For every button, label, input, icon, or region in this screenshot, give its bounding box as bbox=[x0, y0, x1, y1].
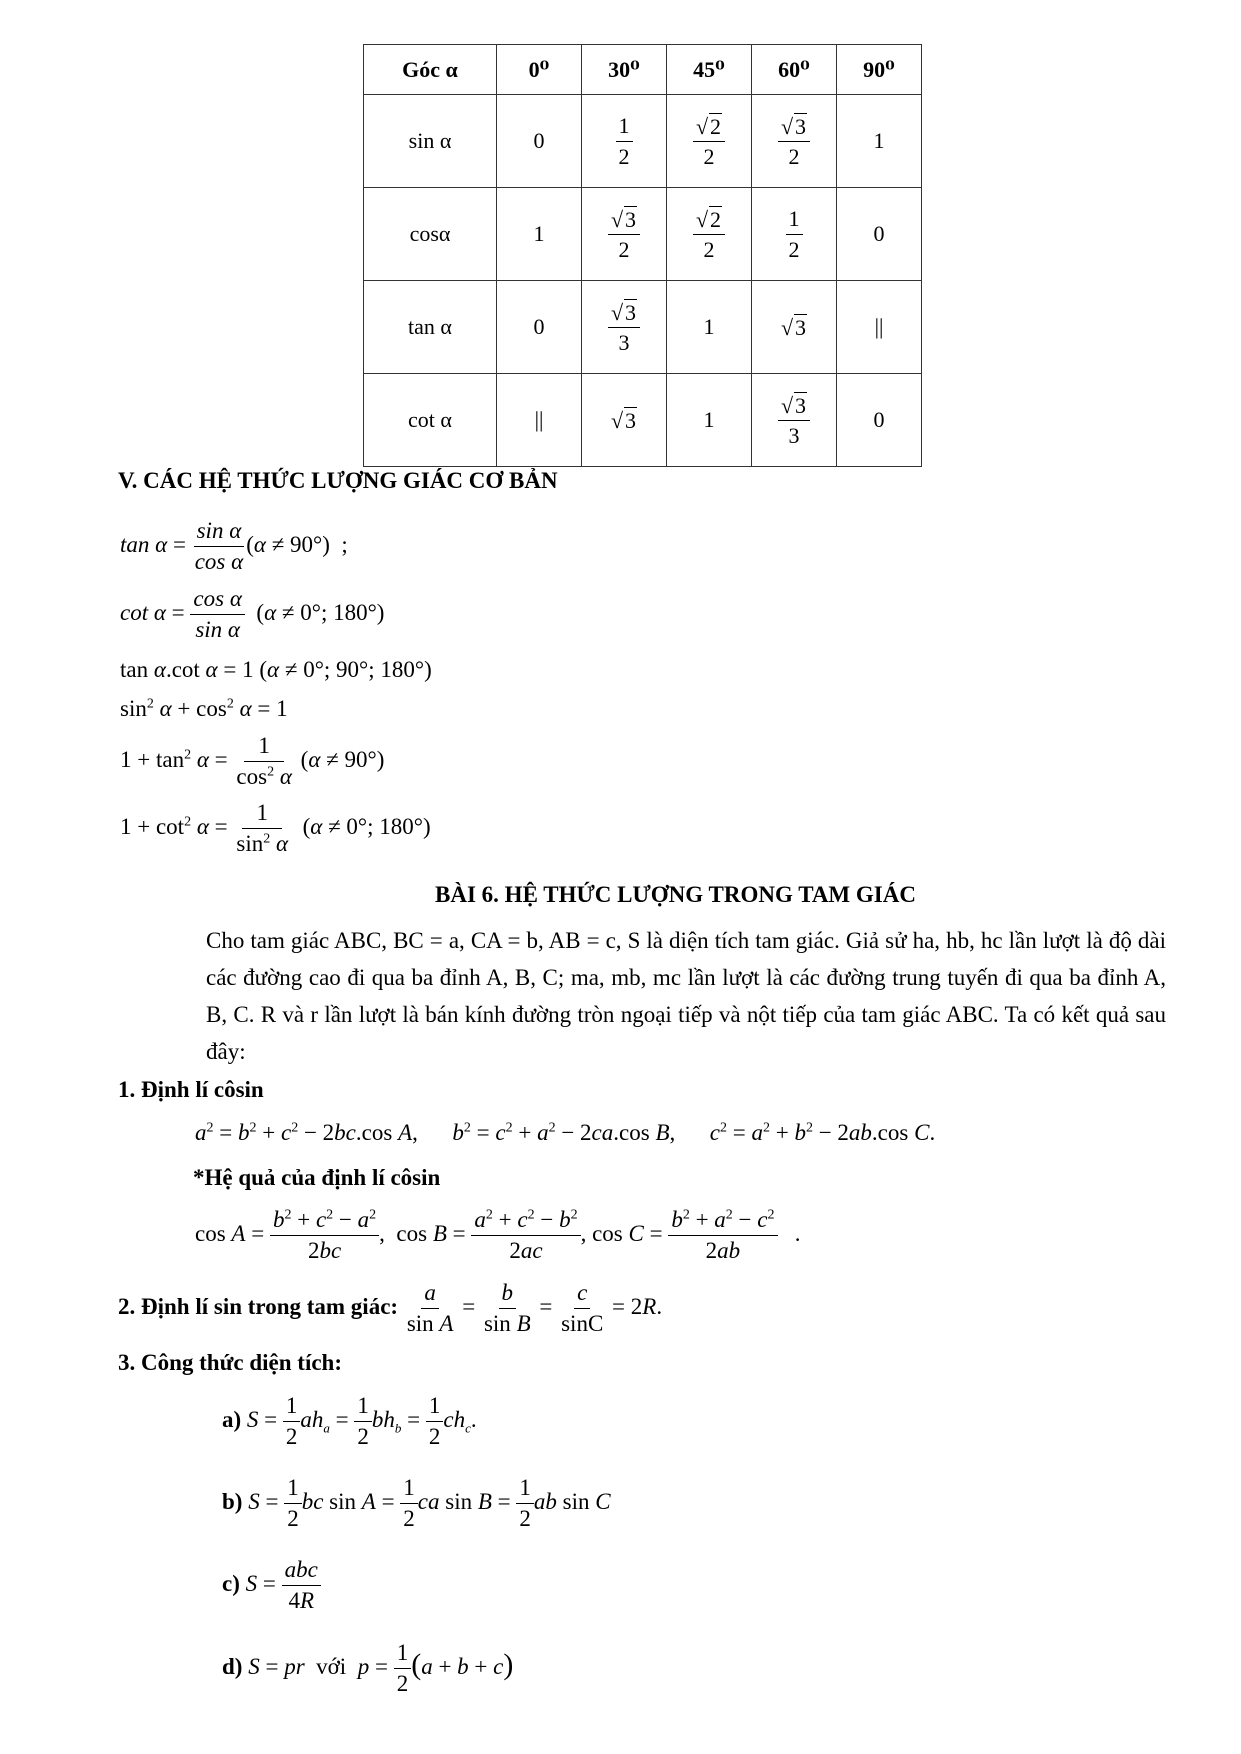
table-cell: 0 bbox=[837, 188, 922, 281]
fraction: $\frac{√3}{3}$ bbox=[608, 299, 640, 356]
lesson-title: BÀI 6. HỆ THỨC LƯỢNG TRONG TAM GIÁC bbox=[435, 882, 916, 907]
table-cell bbox=[582, 281, 667, 374]
row-label: sin α bbox=[364, 95, 497, 188]
table-cell: || bbox=[837, 281, 922, 374]
table-row bbox=[364, 188, 922, 281]
header-cell: Góc α bbox=[364, 45, 497, 95]
fraction: $\frac{1}{2}$ bbox=[616, 113, 633, 169]
table-cell: 1 bbox=[837, 95, 922, 188]
formula-pythag: $\sin^2 \alpha + \cos^2 \alpha = 1$ bbox=[120, 696, 288, 721]
cosine-law-formulas: $a^2 = b^2 + c^2 - 2bc.\cos$ A, $b^2 = c^2 + a^2 - 2ca.\cos$ B, $c^2 = a^2 + b^2 - 2ab.\cos$ C. bbox=[195, 1120, 936, 1145]
table-row bbox=[364, 374, 922, 467]
area-formula-a: a) S = $\frac{1}{2}$ $ah_a$ = $\frac{1}{2}$ $bh_b$ = $\frac{1}{2}$ $ch_c$. bbox=[222, 1393, 477, 1450]
formula-cot: cot α = $\frac{\text{cos α}}{\text{sin α}}$ (α ≠ 0°; 180°) bbox=[120, 586, 385, 643]
table-cell: 0 bbox=[497, 281, 582, 374]
row-label: tan α bbox=[364, 281, 497, 374]
fraction: $\frac{√2}{2}$ bbox=[693, 206, 725, 263]
header-cell: 0⁰ bbox=[497, 45, 582, 95]
area-formula-c: c) S = $\frac{\text{abc}}{4R}$ bbox=[222, 1557, 321, 1615]
fraction: $\frac{√3}{2}$ bbox=[608, 206, 640, 263]
table-cell: 0 bbox=[497, 95, 582, 188]
cosine-corollary-heading: *Hệ quả của định lí côsin bbox=[193, 1165, 441, 1190]
table-cell bbox=[752, 374, 837, 467]
row-label: cot α bbox=[364, 374, 497, 467]
row-label: cosα bbox=[364, 188, 497, 281]
table-cell bbox=[582, 188, 667, 281]
formula-tan-cot: tan α.cot α = 1 (α ≠ 0°; 90°; 180°) bbox=[120, 657, 432, 682]
table-cell: 1 bbox=[667, 281, 752, 374]
table-cell: 1 bbox=[667, 374, 752, 467]
table-cell: 1 bbox=[497, 188, 582, 281]
table-row bbox=[364, 281, 922, 374]
trig-values-table bbox=[363, 44, 922, 467]
formula-tan-sq: $1 + \tan^2 \alpha$ = $\frac{1}{\cos^2 \alpha}$ (α ≠ 90°) bbox=[120, 733, 385, 790]
table-row bbox=[364, 95, 922, 188]
header-cell: 45⁰ bbox=[667, 45, 752, 95]
fraction: $\frac{√3}{2}$ bbox=[778, 113, 810, 170]
formula-cot-sq: $1 + \cot^2 \alpha$ = $\frac{1}{\sin^2 \alpha}$ (α ≠ 0°; 180°) bbox=[120, 800, 431, 857]
table-cell bbox=[667, 188, 752, 281]
sine-law: 2. Định lí sin trong tam giác: $\frac{a}{\text{sin A}}$ = $\frac{b}{\text{sin B}}$ = $\frac{c}{\sin C}$ = 2R. bbox=[118, 1280, 663, 1337]
area-formula-b: b) S = $\frac{1}{2}$ bc sin A = $\frac{1}{2}$ ca sin B = $\frac{1}{2}$ ab sin C bbox=[222, 1475, 611, 1532]
table-cell: || bbox=[497, 374, 582, 467]
table-cell bbox=[752, 95, 837, 188]
table-cell: √3 bbox=[582, 374, 667, 467]
fraction: $\frac{√3}{3}$ bbox=[778, 392, 810, 449]
table-cell bbox=[582, 95, 667, 188]
formula-tan: tan α = $\frac{\text{sin α}}{\text{cos α}}$ (α ≠ 90°) ; bbox=[120, 518, 348, 575]
fraction: $\frac{1}{2}$ bbox=[786, 206, 803, 262]
sine-law-heading: 2. Định lí sin trong tam giác: bbox=[118, 1294, 399, 1320]
table-cell: 0 bbox=[837, 374, 922, 467]
lesson-intro: Cho tam giác ABC, BC = a, CA = b, AB = c, S là diện tích tam giác. Giả sử ha, hb, hc lần lượt là độ dài các đường cao đi qua ba đỉnh A, B, C; ma, mb, mc lần lượt là các đường trung tuyến đi qua ba đỉnh A, B, C. R và r lần lượt là bán kính đường tròn ngoại tiếp và nột tiếp của tam giác ABC. Ta có kết quả sau đây: bbox=[206, 928, 1166, 1064]
cosine-law-heading: 1. Định lí côsin bbox=[118, 1077, 264, 1102]
table-cell bbox=[752, 188, 837, 281]
table-cell bbox=[667, 95, 752, 188]
section-title: V. CÁC HỆ THỨC LƯỢNG GIÁC CƠ BẢN bbox=[118, 468, 558, 493]
header-cell: 60⁰ bbox=[752, 45, 837, 95]
header-cell: 90⁰ bbox=[837, 45, 922, 95]
area-heading: 3. Công thức diện tích: bbox=[118, 1350, 343, 1375]
fraction: $\frac{√2}{2}$ bbox=[693, 113, 725, 170]
cosine-corollary: cos A = $\frac{b^2 + c^2 - a^2}{2bc}$ , cos B = $\frac{a^2 + c^2 - b^2}{2ac}$ , cos C = $\frac{b^2 + a^2 - c^2}{2ab}$ . bbox=[195, 1207, 801, 1264]
table-header-row bbox=[364, 45, 922, 95]
table-cell: √3 bbox=[752, 281, 837, 374]
header-cell: 30⁰ bbox=[582, 45, 667, 95]
area-formula-d: d) S = pr với p = $\frac{1}{2}$ (a + b + c) bbox=[222, 1640, 514, 1697]
